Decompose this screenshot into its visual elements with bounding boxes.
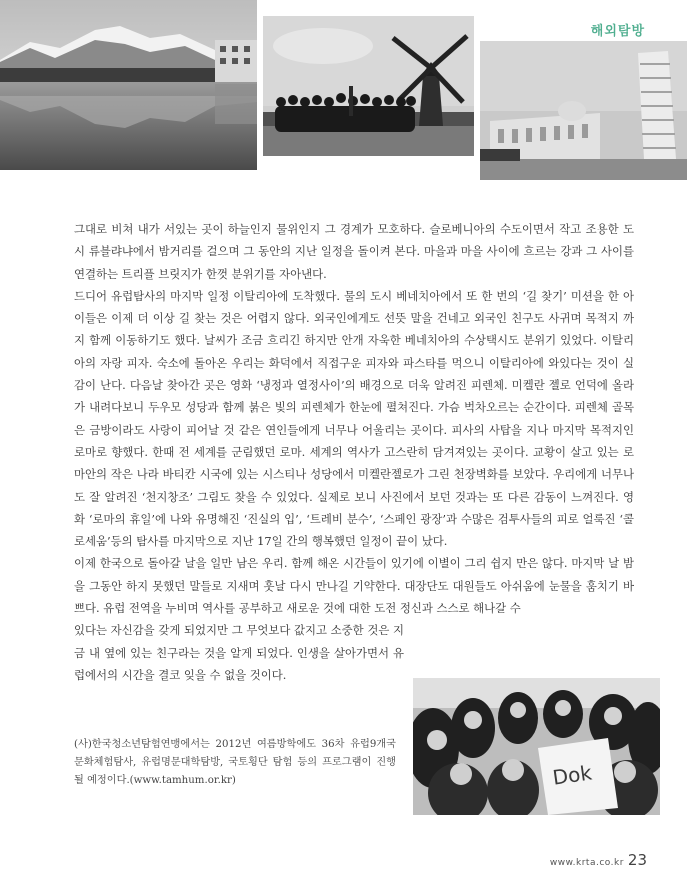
article-paragraph: 그대로 비쳐 내가 서있는 곳이 하늘인지 물위인지 그 경계가 모호하다. 슬로베니아의 수도이면서 작고 조용한 도시 류블랴냐에서 밤거리를 걸으며 그 동안의 지난 일정을 돌이켜 본다. 마을과 마을 사이에 흐르는 강과 그 사이를 연결하는 트리플 브릿지가 한껏 분위기를 자아낸다. bbox=[74, 222, 634, 281]
page-footer bbox=[550, 850, 647, 869]
page-number: 23 bbox=[627, 851, 647, 869]
article-paragraph-end: 있다는 자신감을 갖게 되었지만 그 무엇보다 값지고 소중한 것은 지금 내 옆에 있는 친구라는 것을 알게 되었다. 인생을 살아가면서 유럽에서의 시간을 결코 잊을 수 없을 것이다. bbox=[74, 623, 404, 682]
footer-url: www.krta.co.kr bbox=[549, 858, 624, 868]
article-paragraph: 드디어 유럽탐사의 마지막 일정 이탈리아에 도착했다. 물의 도시 베네치아에서 또 한 번의 ‘길 찾기’ 미션을 한 아이들은 이제 더 이상 길 찾는 것은 어렵지 않다. 외국인에게도 선뜻 말을 건네고 외국인 친구도 사귀며 목적지 까지 함께 이동하기도 했다. 날씨가 조금 흐리긴 하지만 안개 자욱한 베네치아의 수상택시도 분위기 있었다. 이탈리아의 자랑 피자. 숙소에 돌아온 우리는 화덕에서 직접구운 피자와 파스타를 먹으니 이탈리아에 와있다는 것이 실감이 난다. 다음날 찾아간 곳은 영화 ‘냉정과 열정사이’의 배경으로 더욱 알려진 피렌체. 미켈란 젤로 언덕에 올라가 내려다보니 두우모 성당과 함께 붉은 빛의 피렌체가 한눈에 펼쳐진다. 가슴 벅차오르는 순간이다. 피렌체 골목은 금방이라도 사랑이 피어날 것 같은 연인들에게 너무나 어울리는 곳이다. 피사의 사탑을 지나 마지막 목적지인 로마로 향했다. 한때 전 세계를 군림했던 로마. 세계의 역사가 고스란히 담겨져있는 곳이다. 교황이 살고 있는 로마안의 작은 나라 바티칸 시국에 있는 시스티나 성당에서 미켈란젤로가 그린 천장벽화를 보았다. 우리에게 너무나도 잘 알려진 ‘천지창조’ 그림도 찾을 수 있었다. 실제로 보니 사진에서 보던 것과는 또 다른 감동이 느껴진다. 영화 ‘로마의 휴일’에 나와 유명해진 ‘진실의 입’, ‘트레비 분수’, ‘스페인 광장’과 수많은 검투사들의 피로 얼룩진 ‘콜로세움’등의 탐사를 마지막으로 지난 17일 간의 행복했던 일정이 끝이 났다. bbox=[74, 288, 634, 549]
pisa-tower-photo bbox=[480, 41, 687, 180]
sign-text: Dok bbox=[551, 760, 594, 790]
students-group-photo bbox=[413, 678, 660, 815]
windmill-group-photo bbox=[263, 16, 474, 156]
footnote: (사)한국청소년탐험연맹에서는 2012년 여름방학에도 36차 유럽9개국문화체험탐사, 유럽명문대학탐방, 국토횡단 탐험 등의 프로그램이 진행 될 예정이다.(www.tamhum.or.kr) bbox=[74, 739, 396, 786]
article-paragraph: 이제 한국으로 돌아갈 날을 일만 남은 우리. 함께 해온 시간들이 있기에 이별이 그리 쉽지 만은 않다. 마지막 날 밤을 그동안 하지 못했던 말들로 지새며 훗날 다시 만나길 기약한다. 대장단도 대원들도 아쉬움에 눈물을 훔치기 바쁘다. 유럽 전역을 누비며 역사를 공부하고 새로운 것에 대한 도전 정신과 스스로 해나갈 수 bbox=[74, 556, 634, 616]
article-body bbox=[74, 218, 634, 686]
section-tag: 해외탐방 bbox=[590, 24, 645, 39]
lake-mountain-photo bbox=[0, 0, 257, 170]
